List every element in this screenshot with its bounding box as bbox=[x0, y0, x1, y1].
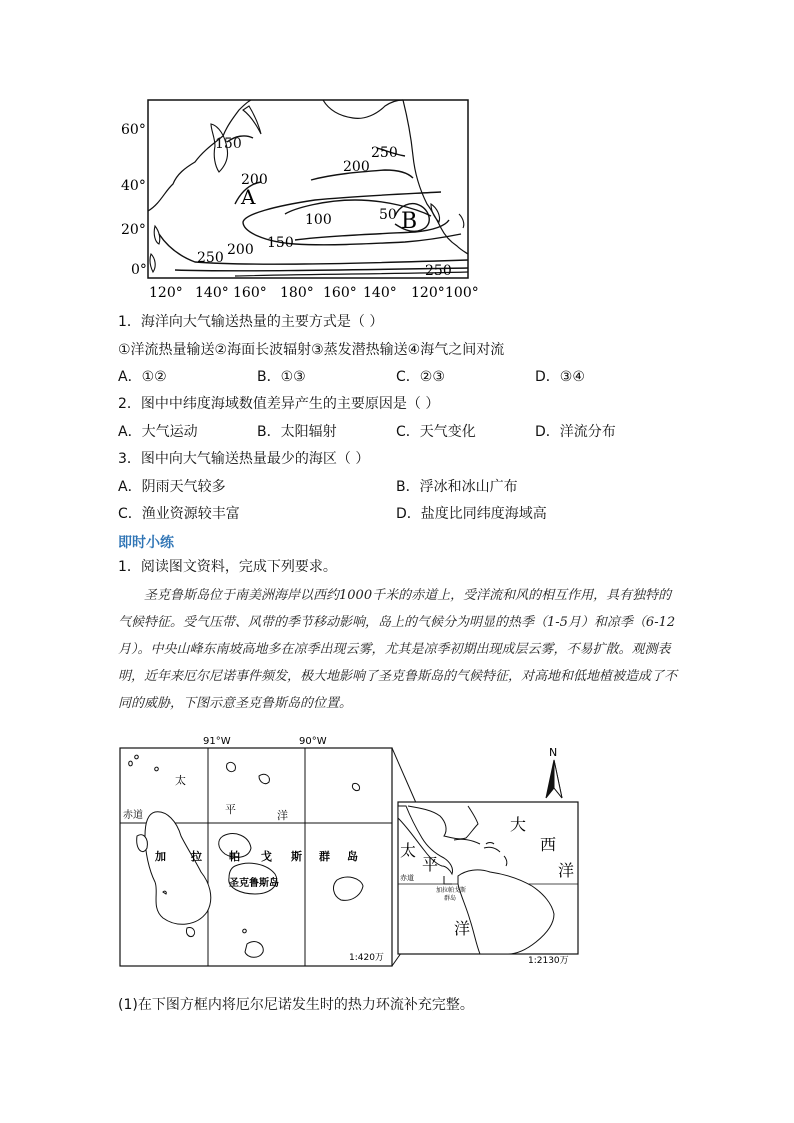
practice-paragraph: 圣克鲁斯岛位于南美洲海岸以西约1000千米的赤道上，受洋流和风的相互作用，具有独特的气候特征。受气压带、风带的季节移动影响，岛上的气候分为明显的热季（1-5月）和凉季（6-12月）。中央山峰东南坡高地多在凉季出现云雾，尤其是凉季初期出现成层云雾，不易扩散。观测表明，近年来厄尔尼诺事件频发，极大地影响了圣克鲁斯岛的气候特征，对高地和低地植被造成了不同的威胁，下图示意圣克鲁斯岛的位置。 bbox=[118, 588, 678, 711]
galapagos-label-line-1: 加拉帕戈斯 bbox=[436, 887, 467, 894]
lat-label-20: 20° bbox=[121, 222, 146, 238]
americas-equator-label: 赤道 bbox=[400, 874, 414, 882]
isoline-label-100: 100 bbox=[305, 212, 332, 228]
island-floreana bbox=[186, 928, 194, 937]
isoline-label-150-south: 150 bbox=[267, 235, 294, 251]
pacific-char-1: 太 bbox=[400, 841, 417, 860]
archipelago-char-6: 群 bbox=[319, 850, 330, 863]
alaska-coastline bbox=[323, 100, 403, 118]
lon-label-100w: 100° bbox=[445, 285, 479, 301]
q1-option-b[interactable]: B．①③ bbox=[257, 369, 306, 385]
q3-option-a[interactable]: A．阴雨天气较多 bbox=[118, 479, 226, 495]
q2-option-c[interactable]: C．天气变化 bbox=[396, 424, 476, 440]
isoline-label-250-sw: 250 bbox=[197, 250, 224, 266]
atlantic-char-3: 洋 bbox=[558, 861, 575, 880]
isoline-label-50: 50 bbox=[379, 207, 397, 223]
heat-flux-map bbox=[115, 96, 485, 306]
q1-stem: 1．海洋向大气输送热量的主要方式是（ ） bbox=[118, 314, 384, 330]
practice-heading: 即时小练 bbox=[118, 535, 174, 551]
pacific-char-2: 平 bbox=[422, 855, 439, 874]
q2-option-b[interactable]: B．太阳辐射 bbox=[257, 424, 337, 440]
island-fernandina bbox=[137, 835, 148, 852]
americas-map bbox=[396, 744, 582, 966]
lat-label-40: 40° bbox=[121, 178, 146, 194]
q1-option-c[interactable]: C．②③ bbox=[396, 369, 445, 385]
lon-label-140w: 140° bbox=[363, 285, 397, 301]
ocean-char-1: 太 bbox=[175, 774, 186, 787]
archipelago-char-5: 斯 bbox=[291, 850, 302, 863]
isoline-label-200-ne: 200 bbox=[343, 159, 370, 175]
lon-label-160e: 160° bbox=[233, 285, 267, 301]
baja-coastline bbox=[431, 204, 464, 228]
island-genovesa bbox=[352, 783, 359, 790]
archipelago-char-3: 帕 bbox=[229, 850, 240, 863]
pacific-char-3: 洋 bbox=[454, 919, 471, 938]
galapagos-label-line-2: 群岛 bbox=[444, 895, 457, 902]
atlantic-char-1: 大 bbox=[510, 815, 527, 834]
archipelago-char-1: 加 bbox=[155, 850, 166, 863]
practice-task: 1．阅读图文资料，完成下列要求。 bbox=[118, 559, 337, 575]
sub-question-1: (1)在下图方框内将厄尔尼诺发生时的热力环流补充完整。 bbox=[118, 997, 474, 1013]
q2-option-a[interactable]: A．大气运动 bbox=[118, 424, 198, 440]
q2-stem: 2．图中中纬度海域数值差异产生的主要原因是（ ） bbox=[118, 396, 440, 412]
q1-option-a[interactable]: A．①② bbox=[118, 369, 167, 385]
atlantic-char-2: 西 bbox=[540, 835, 557, 854]
asia-coastline bbox=[148, 100, 251, 211]
q2-option-d[interactable]: D．洋流分布 bbox=[535, 424, 616, 440]
q3-option-c[interactable]: C．渔业资源较丰富 bbox=[118, 506, 240, 522]
isoline-label-250-ne: 250 bbox=[371, 145, 398, 161]
lon-label-180: 180° bbox=[280, 285, 314, 301]
lat-label-60: 60° bbox=[121, 122, 146, 138]
galapagos-scale: 1:420万 bbox=[349, 953, 384, 963]
lon-label-120e: 120° bbox=[149, 285, 183, 301]
point-b-label: B bbox=[401, 209, 418, 234]
santa-cruz-label: 圣克鲁斯岛 bbox=[229, 878, 279, 889]
lon-label-120w: 120° bbox=[411, 285, 445, 301]
lon-label-91w: 91°W bbox=[203, 736, 231, 747]
kamchatka-coastline bbox=[243, 106, 261, 134]
isoline-label-150-north: 150 bbox=[215, 136, 242, 152]
point-a-label: A bbox=[241, 185, 256, 209]
q3-option-d[interactable]: D．盐度比同纬度海域高 bbox=[396, 506, 547, 522]
lat-label-0: 0° bbox=[131, 262, 147, 278]
americas-scale: 1:2130万 bbox=[528, 956, 569, 966]
island-espanola bbox=[245, 942, 263, 958]
isoline-label-200-north: 200 bbox=[241, 172, 268, 188]
island-marchena bbox=[227, 762, 236, 771]
isoline-label-250-se: 250 bbox=[425, 263, 452, 279]
lon-label-90w: 90°W bbox=[299, 736, 327, 747]
archipelago-char-2: 拉 bbox=[191, 850, 202, 863]
lon-label-160w: 160° bbox=[323, 285, 357, 301]
q1-items: ①洋流热量输送②海面长波辐射③蒸发潜热输送④海气之间对流 bbox=[118, 342, 505, 358]
philippines-coastline bbox=[150, 226, 160, 272]
q1-option-d[interactable]: D．③④ bbox=[535, 369, 585, 385]
north-arrow-half bbox=[554, 760, 562, 798]
ocean-char-2: 平 bbox=[225, 803, 236, 816]
archipelago-char-4: 戈 bbox=[261, 850, 272, 863]
equator-label: 赤道 bbox=[123, 810, 143, 821]
isoline-label-200-sw: 200 bbox=[227, 242, 254, 258]
north-label: N bbox=[549, 746, 558, 759]
lon-label-140e: 140° bbox=[195, 285, 229, 301]
q3-stem: 3．图中向大气输送热量最少的海区（ ） bbox=[118, 451, 370, 467]
galapagos-map bbox=[115, 732, 397, 968]
ocean-char-3: 洋 bbox=[277, 809, 288, 822]
q3-option-b[interactable]: B．浮冰和冰山广布 bbox=[396, 479, 518, 495]
archipelago-char-7: 岛 bbox=[347, 850, 358, 863]
